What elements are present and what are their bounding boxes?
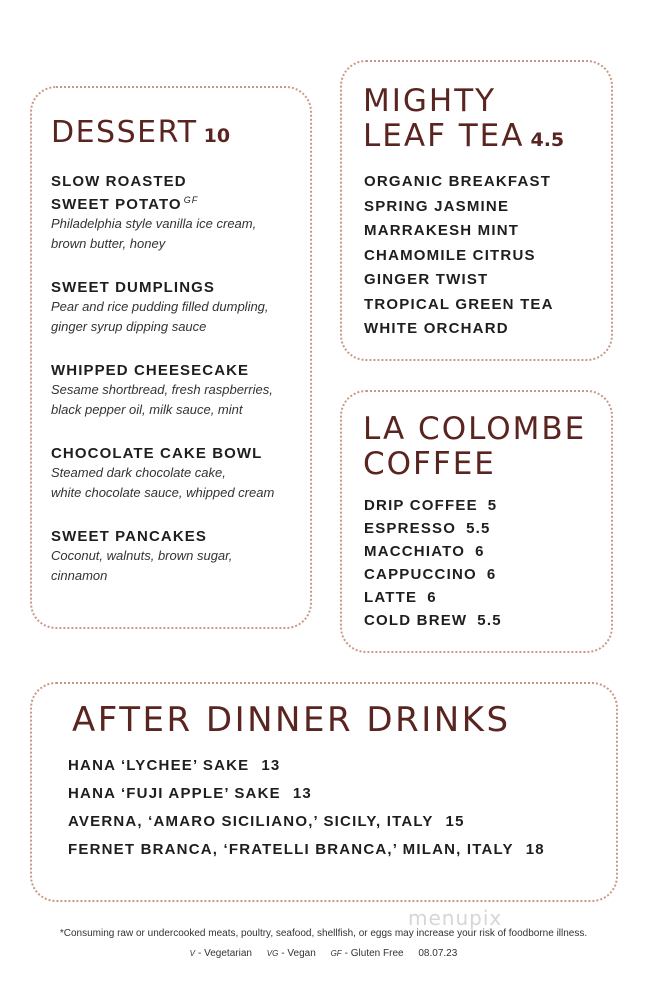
desc-line: ginger syrup dipping sauce xyxy=(51,319,207,334)
coffee-item-name: MACCHIATO xyxy=(364,543,466,560)
after-dinner-drinks-section xyxy=(30,682,618,902)
drink-item-name: AVERNA, ‘AMARO SICILIANO,’ SICILY, ITALY xyxy=(68,813,434,830)
drinks-list xyxy=(68,752,545,864)
gluten-free-tag: GF xyxy=(183,195,199,205)
desc-line: white chocolate sauce, whipped cream xyxy=(51,485,275,500)
tea-title-line2: LEAF TEA xyxy=(363,118,525,154)
dessert-title xyxy=(51,116,230,153)
desc-line: Pear and rice pudding filled dumpling, xyxy=(51,299,269,314)
coffee-title xyxy=(363,412,586,482)
coffee-title-line1: LA COLOMBE xyxy=(363,411,587,447)
coffee-item-name: DRIP COFFEE xyxy=(364,497,478,514)
drinks-title: AFTER DINNER DRINKS xyxy=(72,700,511,740)
dessert-item-name: SWEET DUMPLINGS xyxy=(51,279,216,296)
coffee-item-price: 6 xyxy=(475,543,485,560)
desc-line: cinnamon xyxy=(51,568,108,583)
desc-line: Sesame shortbread, fresh raspberries, xyxy=(51,382,273,397)
foodborne-disclaimer: *Consuming raw or undercooked meats, poultry, seafood, shellfish, or eggs may increase your risk of foodborne illness. xyxy=(59,928,588,939)
drink-item-name: FERNET BRANCA, ‘FRATELLI BRANCA,’ MILAN, ITALY xyxy=(68,841,514,858)
tea-item: SPRING JASMINE xyxy=(364,197,510,215)
drink-item-price: 18 xyxy=(525,841,545,858)
tea-item: ORGANIC BREAKFAST xyxy=(364,173,552,190)
coffee-item xyxy=(364,586,502,609)
legend-abbr: VG xyxy=(266,949,279,958)
legend-gluten-free xyxy=(331,948,404,959)
coffee-item-price: 6 xyxy=(427,589,437,606)
dessert-item-name-line1: SLOW ROASTED xyxy=(51,173,187,190)
legend-abbr: GF xyxy=(330,949,342,958)
coffee-item xyxy=(364,563,502,586)
legend-vegan xyxy=(267,948,316,959)
dessert-item-name-line2: SWEET POTATO xyxy=(51,196,182,213)
drink-item xyxy=(68,780,545,808)
coffee-item-price: 5.5 xyxy=(466,520,491,537)
dessert-item xyxy=(51,172,300,254)
coffee-item xyxy=(364,540,502,563)
dessert-item-name: SWEET PANCAKES xyxy=(51,528,207,545)
coffee-item xyxy=(364,517,502,540)
dessert-item xyxy=(51,527,300,586)
desc-line: Philadelphia style vanilla ice cream, xyxy=(51,216,257,231)
dessert-section xyxy=(30,86,312,629)
dessert-item xyxy=(51,361,300,420)
coffee-title-line2: COFFEE xyxy=(363,446,496,482)
legend-vegetarian xyxy=(190,948,252,959)
coffee-list xyxy=(364,494,502,632)
dietary-legend xyxy=(0,948,647,959)
dessert-item xyxy=(51,444,300,503)
tea-title xyxy=(363,84,564,158)
drink-item xyxy=(68,808,545,836)
dessert-price: 10 xyxy=(203,125,231,147)
dessert-item-name xyxy=(51,172,300,214)
dessert-item-desc xyxy=(51,297,300,337)
dessert-item-desc xyxy=(51,214,300,254)
watermark: menupix xyxy=(408,906,503,930)
menu-date: 08.07.23 xyxy=(418,948,458,959)
coffee-item xyxy=(364,494,502,517)
tea-price: 4.5 xyxy=(530,129,565,151)
tea-section xyxy=(340,60,613,361)
tea-item: TROPICAL GREEN TEA xyxy=(364,295,554,313)
drink-item xyxy=(68,836,545,864)
coffee-item-name: LATTE xyxy=(364,589,418,606)
dessert-item-desc xyxy=(51,463,300,503)
tea-list xyxy=(364,170,554,342)
dessert-list xyxy=(51,172,300,610)
tea-title-line1: MIGHTY xyxy=(363,83,497,119)
drink-item-price: 13 xyxy=(292,785,312,802)
desc-line: Steamed dark chocolate cake, xyxy=(51,465,226,480)
tea-item: MARRAKESH MINT xyxy=(364,222,520,239)
drink-item-price: 15 xyxy=(445,813,465,830)
legend-label: - Gluten Free xyxy=(344,948,404,959)
drink-item-name: HANA ‘FUJI APPLE’ SAKE xyxy=(68,785,281,802)
desc-line: brown butter, honey xyxy=(51,236,166,251)
dessert-item-desc xyxy=(51,380,300,420)
dessert-title-text: DESSERT xyxy=(51,115,198,150)
coffee-item-name: ESPRESSO xyxy=(364,520,457,537)
coffee-item-name: COLD BREW xyxy=(364,612,468,629)
coffee-section xyxy=(340,390,613,653)
drink-item-price: 13 xyxy=(261,757,281,774)
desc-line: black pepper oil, milk sauce, mint xyxy=(51,402,243,417)
tea-item: WHITE ORCHARD xyxy=(364,320,509,337)
coffee-item-price: 6 xyxy=(486,566,497,583)
legend-label: - Vegetarian xyxy=(198,948,252,959)
dessert-item xyxy=(51,278,300,337)
dessert-item-name: WHIPPED CHEESECAKE xyxy=(51,362,250,379)
drink-item xyxy=(68,752,545,780)
tea-item: GINGER TWIST xyxy=(364,271,489,288)
tea-item: CHAMOMILE CITRUS xyxy=(364,246,536,264)
legend-abbr: V xyxy=(189,949,196,958)
coffee-item-price: 5.5 xyxy=(477,612,502,629)
coffee-item-price: 5 xyxy=(487,497,498,514)
legend-label: - Vegan xyxy=(281,948,316,959)
coffee-item xyxy=(364,609,502,632)
drink-item-name: HANA ‘LYCHEE’ SAKE xyxy=(68,757,250,774)
desc-line: Coconut, walnuts, brown sugar, xyxy=(51,548,233,563)
coffee-item-name: CAPPUCCINO xyxy=(364,566,477,583)
dessert-item-name: CHOCOLATE CAKE BOWL xyxy=(51,445,263,462)
dessert-item-desc xyxy=(51,546,300,586)
